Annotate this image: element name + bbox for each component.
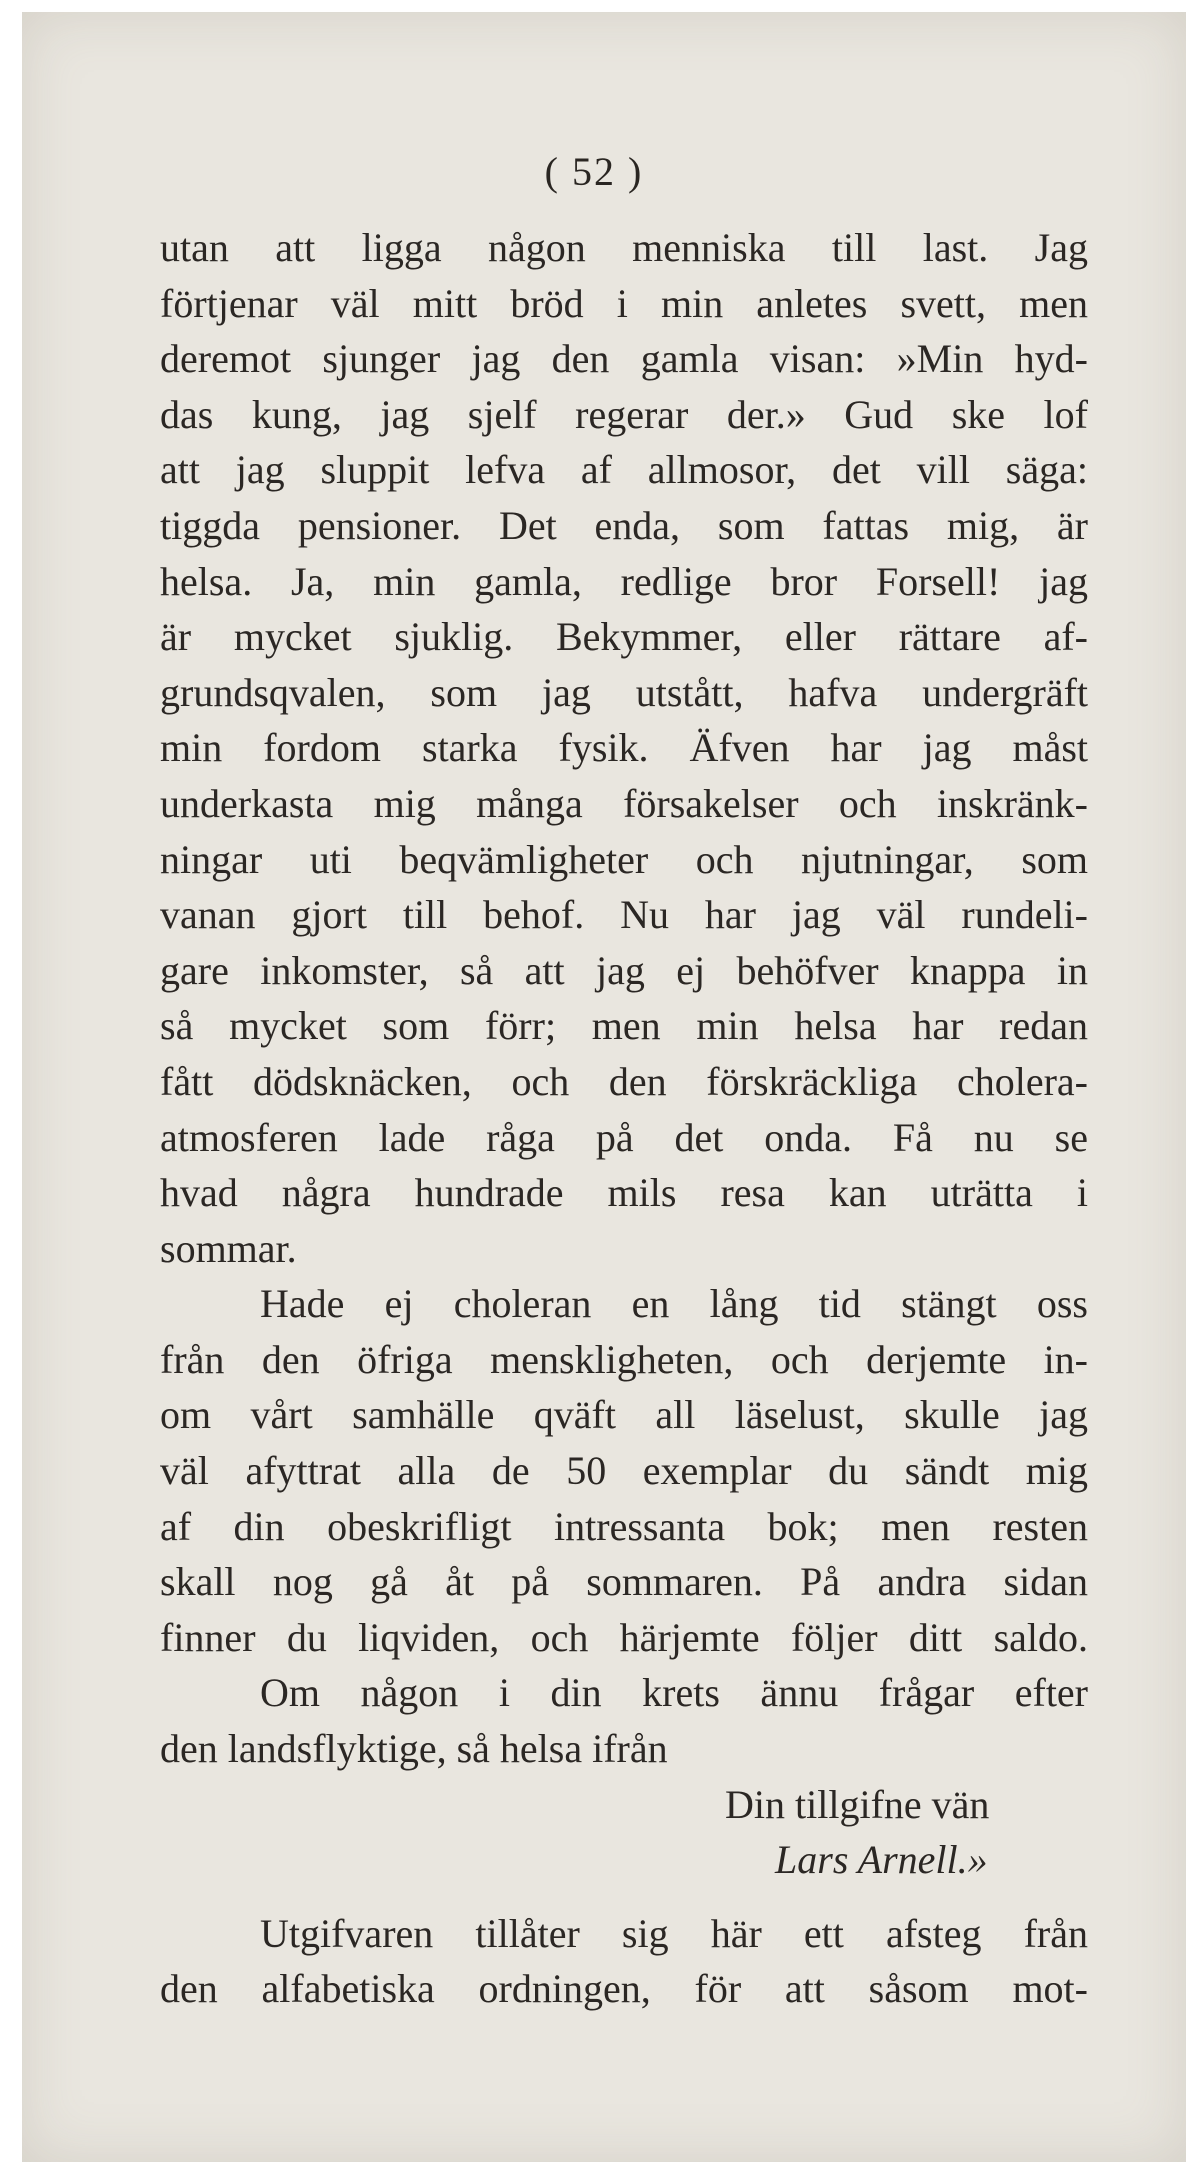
paragraph xyxy=(160,1665,1088,1776)
text-line: deremot sjunger jag den gamla visan: »Min hyd- xyxy=(160,336,1088,382)
text-line: Hade ej choleran en lång tid stängt oss xyxy=(260,1281,1088,1327)
text-line: ningar uti beqvämligheter och njutningar, som xyxy=(160,836,1088,882)
text-line: skall nog gå åt på sommaren. På andra sidan xyxy=(160,1559,1088,1605)
letter-closing xyxy=(160,1777,1088,1888)
text-line: väl afyttrat alla de 50 exemplar du sändt mig xyxy=(160,1448,1088,1494)
text-line: så mycket som förr; men min helsa har redan xyxy=(160,1003,1088,1049)
text-line: sommar. xyxy=(160,1225,297,1271)
text-line: helsa. Ja, min gamla, redlige bror Forsell! jag xyxy=(160,558,1088,604)
text-line: atmosferen lade råga på det onda. Få nu se xyxy=(160,1114,1088,1160)
text-line: är mycket sjuklig. Bekymmer, eller rättare af- xyxy=(160,614,1088,660)
paragraph xyxy=(160,1906,1088,2017)
signature: Lars Arnell.» xyxy=(775,1837,988,1883)
text-line: fått dödsknäcken, och den förskräckliga cholera- xyxy=(160,1058,1088,1104)
paragraph xyxy=(160,220,1088,1276)
page-number: ( 52 ) xyxy=(544,149,644,194)
text-line: tiggda pensioner. Det enda, som fattas mig, är xyxy=(160,502,1088,548)
text-line: från den öfriga menskligheten, och derjemte in- xyxy=(160,1336,1088,1382)
text-line: den landsflyktige, så helsa ifrån xyxy=(160,1726,668,1772)
text-line: vanan gjort till behof. Nu har jag väl rundeli- xyxy=(160,892,1088,938)
text-line: utan att ligga någon menniska till last. Jag xyxy=(160,225,1088,270)
text-line: Om någon i din krets ännu frågar efter xyxy=(260,1670,1088,1716)
closing-salutation: Din tillgifne vän xyxy=(725,1781,990,1827)
text-line: finner du liqviden, och härjemte följer ditt saldo. xyxy=(160,1614,1088,1660)
paragraph-gap xyxy=(160,1888,1088,1906)
page-text xyxy=(160,220,1088,2017)
text-line: att jag sluppit lefva af allmosor, det vill säga: xyxy=(160,447,1088,493)
text-line: das kung, jag sjelf regerar der.» Gud ske lof xyxy=(160,391,1088,437)
text-line: grundsqvalen, som jag utstått, hafva undergräft xyxy=(160,669,1088,715)
text-line: underkasta mig många försakelser och inskränk- xyxy=(160,780,1088,826)
text-line: gare inkomster, så att jag ej behöfver knappa in xyxy=(160,947,1088,993)
text-line: min fordom starka fysik. Äfven har jag måst xyxy=(160,725,1088,771)
paragraph xyxy=(160,1276,1088,1665)
text-line: den alfabetiska ordningen, för att såsom mot- xyxy=(160,1966,1088,2012)
text-line: förtjenar väl mitt bröd i min anletes svett, men xyxy=(160,280,1088,326)
text-line: om vårt samhälle qväft all läselust, skulle jag xyxy=(160,1392,1088,1438)
text-line: Utgifvaren tillåter sig här ett afsteg från xyxy=(260,1910,1088,1956)
text-line: af din obeskrifligt intressanta bok; men resten xyxy=(160,1503,1088,1549)
text-line: hvad några hundrade mils resa kan uträtta i xyxy=(160,1170,1088,1216)
